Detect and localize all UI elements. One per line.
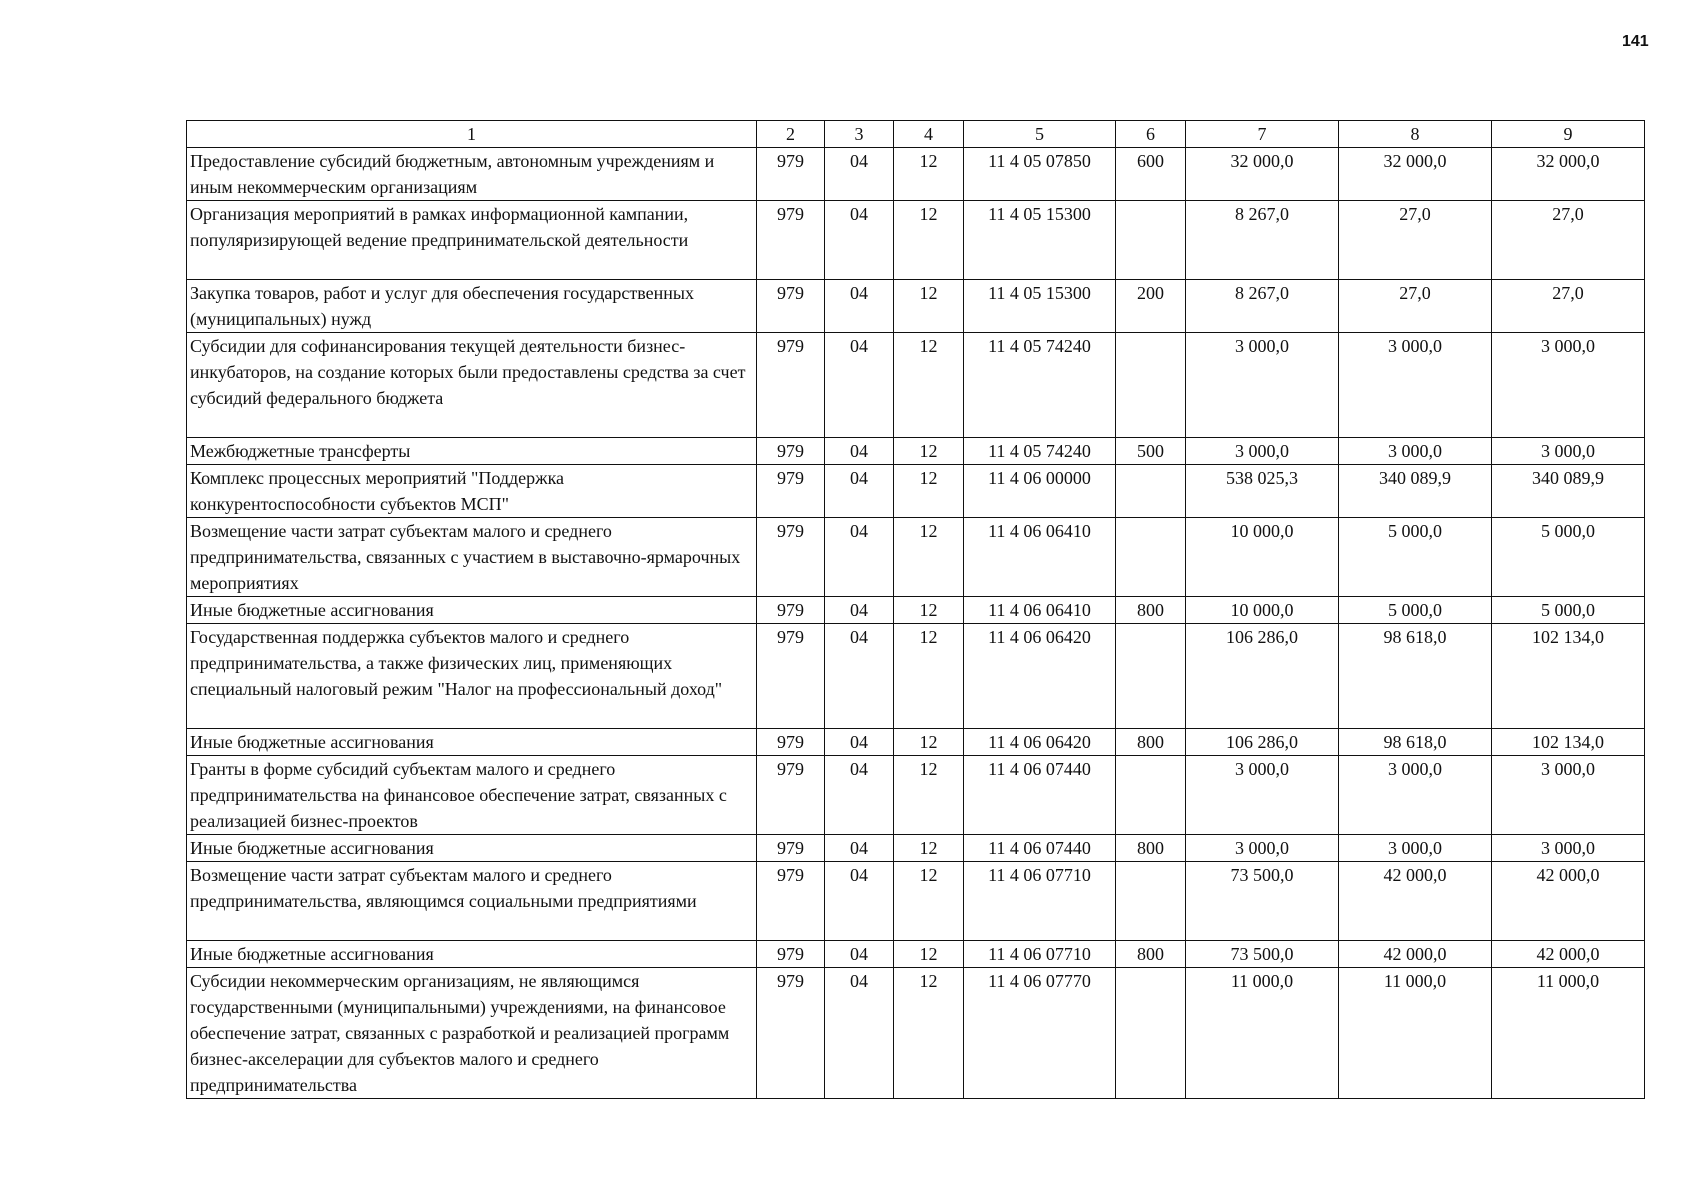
amount-col7-cell: 32 000,0 (1186, 148, 1339, 201)
description-cell: Предоставление субсидий бюджетным, автономным учреждениям и иным некоммерческим организациям (187, 148, 757, 201)
target-article-cell: 11 4 06 06420 (964, 729, 1116, 756)
expense-type-cell (1116, 518, 1186, 597)
section-cell: 04 (825, 148, 894, 201)
page-number: 141 (1622, 33, 1649, 50)
amount-col9-cell: 27,0 (1492, 201, 1645, 280)
section-cell: 04 (825, 835, 894, 862)
amount-col9-cell: 340 089,9 (1492, 465, 1645, 518)
subsection-cell: 12 (894, 201, 964, 280)
expense-type-cell (1116, 624, 1186, 729)
amount-col9-cell: 5 000,0 (1492, 518, 1645, 597)
amount-col7-cell: 8 267,0 (1186, 280, 1339, 333)
expense-type-cell: 800 (1116, 729, 1186, 756)
amount-col7-cell: 3 000,0 (1186, 835, 1339, 862)
amount-col8-cell: 32 000,0 (1339, 148, 1492, 201)
description-cell: Иные бюджетные ассигнования (187, 729, 757, 756)
section-cell: 04 (825, 756, 894, 835)
table-row (187, 756, 1645, 835)
amount-col7-cell: 3 000,0 (1186, 438, 1339, 465)
header-cell: 6 (1116, 121, 1186, 148)
table-row (187, 438, 1645, 465)
amount-col8-cell: 3 000,0 (1339, 835, 1492, 862)
amount-col7-cell: 73 500,0 (1186, 941, 1339, 968)
section-cell: 04 (825, 597, 894, 624)
subsection-cell: 12 (894, 756, 964, 835)
amount-col8-cell: 340 089,9 (1339, 465, 1492, 518)
subsection-cell: 12 (894, 862, 964, 941)
amount-col7-cell: 8 267,0 (1186, 201, 1339, 280)
amount-col9-cell: 3 000,0 (1492, 835, 1645, 862)
header-cell: 4 (894, 121, 964, 148)
amount-col8-cell: 42 000,0 (1339, 862, 1492, 941)
section-cell: 04 (825, 518, 894, 597)
amount-col9-cell: 102 134,0 (1492, 729, 1645, 756)
expense-type-cell: 800 (1116, 835, 1186, 862)
amount-col8-cell: 5 000,0 (1339, 518, 1492, 597)
subsection-cell: 12 (894, 280, 964, 333)
subsection-cell: 12 (894, 624, 964, 729)
description-cell: Иные бюджетные ассигнования (187, 835, 757, 862)
grbs-code-cell: 979 (757, 201, 825, 280)
section-cell: 04 (825, 333, 894, 438)
amount-col9-cell: 42 000,0 (1492, 941, 1645, 968)
table-row (187, 597, 1645, 624)
amount-col7-cell: 10 000,0 (1186, 518, 1339, 597)
description-cell: Субсидии некоммерческим организациям, не являющимся государственными (муниципальными) учреждениями, на финансовое обеспечение затрат, связанных с разработкой и реализацией программ бизнес-акселерации для субъектов малого и среднего предпринимательства (187, 968, 757, 1099)
amount-col9-cell: 42 000,0 (1492, 862, 1645, 941)
amount-col8-cell: 3 000,0 (1339, 438, 1492, 465)
header-cell: 1 (187, 121, 757, 148)
amount-col8-cell: 5 000,0 (1339, 597, 1492, 624)
description-cell: Иные бюджетные ассигнования (187, 597, 757, 624)
grbs-code-cell: 979 (757, 518, 825, 597)
table-row (187, 729, 1645, 756)
target-article-cell: 11 4 05 74240 (964, 333, 1116, 438)
grbs-code-cell: 979 (757, 941, 825, 968)
description-cell: Возмещение части затрат субъектам малого и среднего предпринимательства, связанных с участием в выставочно-ярмарочных мероприятиях (187, 518, 757, 597)
subsection-cell: 12 (894, 729, 964, 756)
description-cell: Иные бюджетные ассигнования (187, 941, 757, 968)
amount-col7-cell: 10 000,0 (1186, 597, 1339, 624)
amount-col7-cell: 3 000,0 (1186, 756, 1339, 835)
expense-type-cell: 600 (1116, 148, 1186, 201)
amount-col7-cell: 106 286,0 (1186, 624, 1339, 729)
subsection-cell: 12 (894, 597, 964, 624)
table-row (187, 968, 1645, 1099)
grbs-code-cell: 979 (757, 862, 825, 941)
table-row (187, 941, 1645, 968)
amount-col9-cell: 27,0 (1492, 280, 1645, 333)
header-cell: 5 (964, 121, 1116, 148)
description-cell: Закупка товаров, работ и услуг для обеспечения государственных (муниципальных) нужд (187, 280, 757, 333)
description-cell: Комплекс процессных мероприятий "Поддержка конкурентоспособности субъектов МСП" (187, 465, 757, 518)
amount-col7-cell: 106 286,0 (1186, 729, 1339, 756)
expense-type-cell (1116, 465, 1186, 518)
amount-col8-cell: 3 000,0 (1339, 333, 1492, 438)
amount-col7-cell: 11 000,0 (1186, 968, 1339, 1099)
table-row (187, 518, 1645, 597)
target-article-cell: 11 4 06 07440 (964, 835, 1116, 862)
budget-table (186, 120, 1645, 1099)
target-article-cell: 11 4 06 07770 (964, 968, 1116, 1099)
section-cell: 04 (825, 968, 894, 1099)
amount-col8-cell: 98 618,0 (1339, 729, 1492, 756)
subsection-cell: 12 (894, 438, 964, 465)
section-cell: 04 (825, 465, 894, 518)
grbs-code-cell: 979 (757, 148, 825, 201)
table-row (187, 465, 1645, 518)
expense-type-cell (1116, 862, 1186, 941)
amount-col7-cell: 538 025,3 (1186, 465, 1339, 518)
section-cell: 04 (825, 862, 894, 941)
grbs-code-cell: 979 (757, 835, 825, 862)
amount-col9-cell: 3 000,0 (1492, 756, 1645, 835)
expense-type-cell (1116, 201, 1186, 280)
amount-col7-cell: 3 000,0 (1186, 333, 1339, 438)
amount-col9-cell: 5 000,0 (1492, 597, 1645, 624)
expense-type-cell (1116, 333, 1186, 438)
description-cell: Возмещение части затрат субъектам малого и среднего предпринимательства, являющимся социальными предприятиями (187, 862, 757, 941)
target-article-cell: 11 4 06 07710 (964, 941, 1116, 968)
target-article-cell: 11 4 06 06410 (964, 518, 1116, 597)
grbs-code-cell: 979 (757, 280, 825, 333)
table-row (187, 862, 1645, 941)
amount-col8-cell: 3 000,0 (1339, 756, 1492, 835)
section-cell: 04 (825, 438, 894, 465)
target-article-cell: 11 4 05 15300 (964, 280, 1116, 333)
table-row (187, 333, 1645, 438)
target-article-cell: 11 4 05 15300 (964, 201, 1116, 280)
expense-type-cell: 800 (1116, 597, 1186, 624)
description-cell: Организация мероприятий в рамках информационной кампании, популяризирующей ведение предпринимательской деятельности (187, 201, 757, 280)
header-cell: 9 (1492, 121, 1645, 148)
header-cell: 8 (1339, 121, 1492, 148)
grbs-code-cell: 979 (757, 624, 825, 729)
amount-col9-cell: 3 000,0 (1492, 333, 1645, 438)
amount-col7-cell: 73 500,0 (1186, 862, 1339, 941)
description-cell: Межбюджетные трансферты (187, 438, 757, 465)
amount-col8-cell: 42 000,0 (1339, 941, 1492, 968)
amount-col8-cell: 98 618,0 (1339, 624, 1492, 729)
table-header-row (187, 121, 1645, 148)
amount-col9-cell: 3 000,0 (1492, 438, 1645, 465)
amount-col8-cell: 27,0 (1339, 201, 1492, 280)
description-cell: Субсидии для софинансирования текущей деятельности бизнес-инкубаторов, на создание которых были предоставлены средства за счет субсидий федерального бюджета (187, 333, 757, 438)
subsection-cell: 12 (894, 518, 964, 597)
target-article-cell: 11 4 05 07850 (964, 148, 1116, 201)
amount-col9-cell: 102 134,0 (1492, 624, 1645, 729)
table-row (187, 624, 1645, 729)
expense-type-cell: 500 (1116, 438, 1186, 465)
target-article-cell: 11 4 06 06410 (964, 597, 1116, 624)
subsection-cell: 12 (894, 968, 964, 1099)
section-cell: 04 (825, 201, 894, 280)
subsection-cell: 12 (894, 148, 964, 201)
header-cell: 2 (757, 121, 825, 148)
header-cell: 3 (825, 121, 894, 148)
expense-type-cell (1116, 968, 1186, 1099)
subsection-cell: 12 (894, 333, 964, 438)
grbs-code-cell: 979 (757, 465, 825, 518)
table-row (187, 148, 1645, 201)
subsection-cell: 12 (894, 465, 964, 518)
table-row (187, 280, 1645, 333)
target-article-cell: 11 4 06 06420 (964, 624, 1116, 729)
amount-col9-cell: 11 000,0 (1492, 968, 1645, 1099)
section-cell: 04 (825, 729, 894, 756)
target-article-cell: 11 4 06 07440 (964, 756, 1116, 835)
description-cell: Государственная поддержка субъектов малого и среднего предпринимательства, а также физических лиц, применяющих специальный налоговый режим "Налог на профессиональный доход" (187, 624, 757, 729)
amount-col9-cell: 32 000,0 (1492, 148, 1645, 201)
section-cell: 04 (825, 624, 894, 729)
subsection-cell: 12 (894, 941, 964, 968)
expense-type-cell: 800 (1116, 941, 1186, 968)
grbs-code-cell: 979 (757, 333, 825, 438)
table-row (187, 201, 1645, 280)
grbs-code-cell: 979 (757, 597, 825, 624)
target-article-cell: 11 4 06 00000 (964, 465, 1116, 518)
amount-col8-cell: 11 000,0 (1339, 968, 1492, 1099)
grbs-code-cell: 979 (757, 438, 825, 465)
grbs-code-cell: 979 (757, 729, 825, 756)
subsection-cell: 12 (894, 835, 964, 862)
expense-type-cell: 200 (1116, 280, 1186, 333)
target-article-cell: 11 4 06 07710 (964, 862, 1116, 941)
table-row (187, 835, 1645, 862)
description-cell: Гранты в форме субсидий субъектам малого и среднего предпринимательства на финансовое обеспечение затрат, связанных с реализацией бизнес-проектов (187, 756, 757, 835)
section-cell: 04 (825, 280, 894, 333)
grbs-code-cell: 979 (757, 968, 825, 1099)
header-cell: 7 (1186, 121, 1339, 148)
grbs-code-cell: 979 (757, 756, 825, 835)
section-cell: 04 (825, 941, 894, 968)
expense-type-cell (1116, 756, 1186, 835)
amount-col8-cell: 27,0 (1339, 280, 1492, 333)
target-article-cell: 11 4 05 74240 (964, 438, 1116, 465)
